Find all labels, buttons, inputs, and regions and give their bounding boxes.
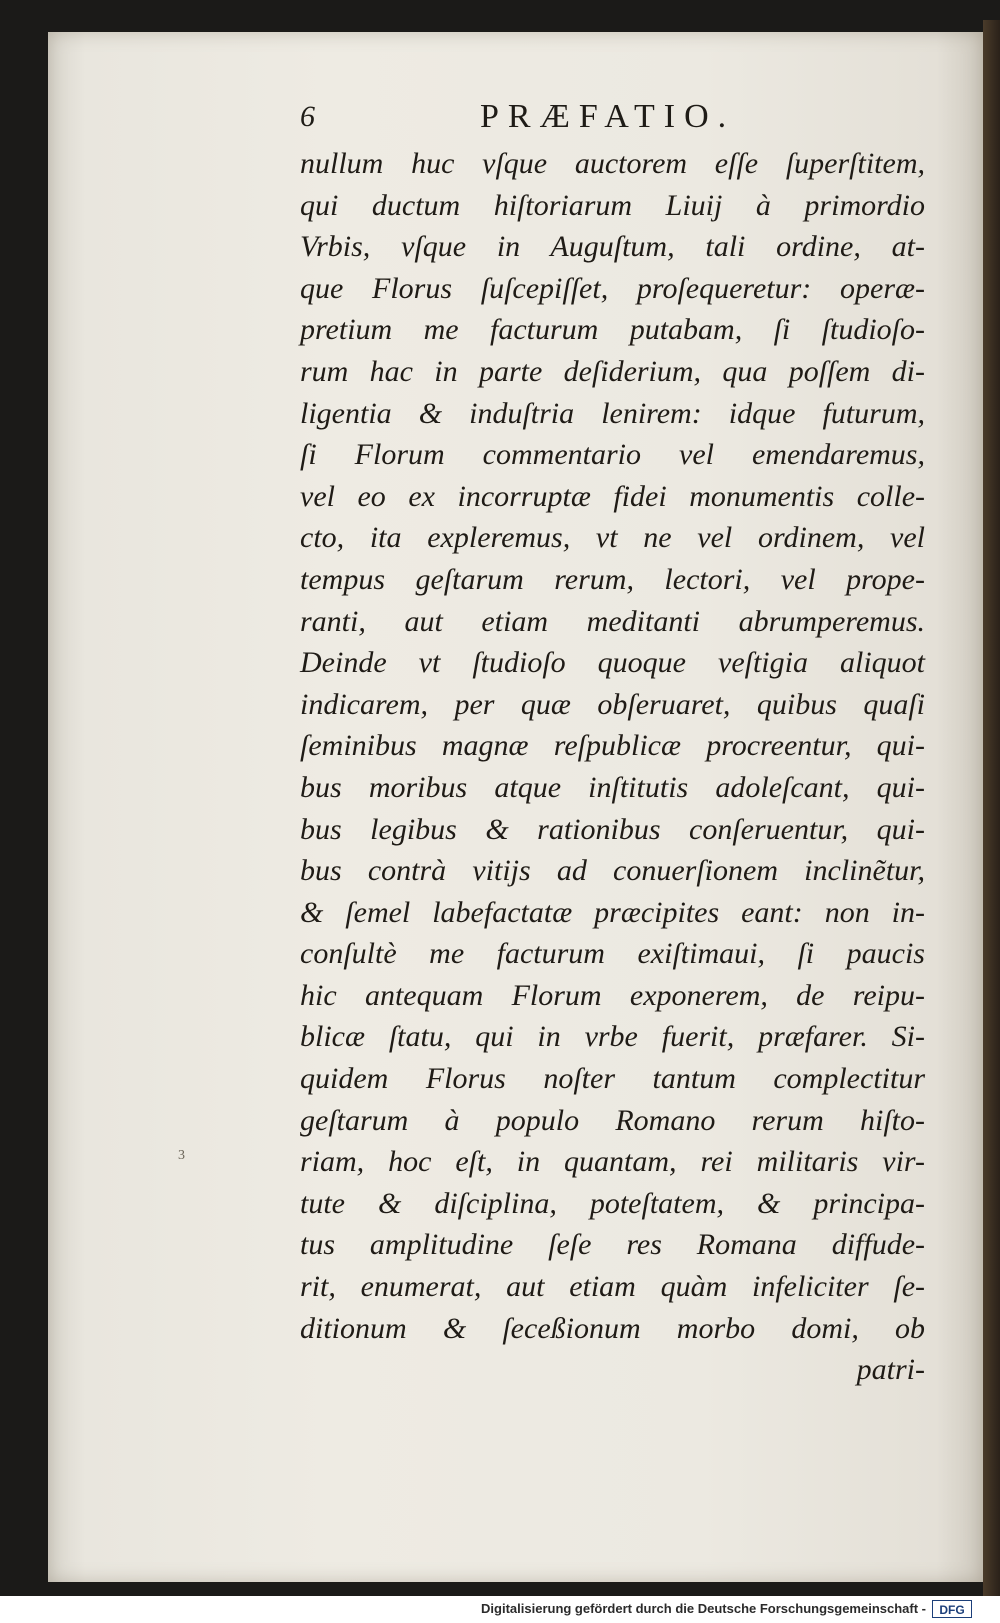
text-line: cto, ita expleremus, vt ne vel ordinem, vel (300, 521, 925, 555)
text-line: hic antequam Florum exponerem, de reipu- (300, 978, 925, 1012)
text-line: conſultè me facturum exiſtimaui, ſi paucis (300, 937, 925, 971)
text-line: vel eo ex incorruptæ fidei monumentis colle- (300, 479, 925, 513)
body-text (300, 143, 925, 1391)
page-title: PRÆFATIO. (480, 98, 736, 135)
text-line: bus legibus & rationibus conſeruentur, qui- (300, 812, 925, 846)
funding-credit: Digitalisierung gefördert durch die Deutsche Forschungsgemeinschaft - (481, 1601, 926, 1616)
text-line: bus contrà vitijs ad conuerſionem inclinẽtur, (300, 854, 925, 888)
running-head (300, 100, 950, 140)
text-line: rum hac in parte deſiderium, qua poſſem di- (300, 354, 925, 388)
text-line: Vrbis, vſque in Auguſtum, tali ordine, at- (300, 230, 925, 264)
text-line: riam, hoc eſt, in quantam, rei militaris vir- (300, 1145, 925, 1179)
text-line: bus moribus atque inſtitutis adoleſcant, qui- (300, 770, 925, 804)
text-line: que Florus ſuſcepiſſet, proſequeretur: operæ- (300, 271, 925, 305)
text-line: blicæ ſtatu, qui in vrbe fuerit, præfarer. Si- (300, 1020, 925, 1054)
text-line: tus amplitudine ſeſe res Romana diffude- (300, 1228, 925, 1262)
text-line: indicarem, per quæ obſeruaret, quibus quaſi (300, 687, 925, 721)
page-number: 6 (300, 100, 315, 133)
text-line: ligentia & induſtria lenirem: idque futurum, (300, 396, 925, 430)
text-line: Deinde vt ſtudioſo quoque veſtigia aliquot (300, 646, 925, 680)
text-line: ſeminibus magnæ reſpublicæ procreentur, qui- (300, 729, 925, 763)
text-line: pretium me facturum putabam, ſi ſtudioſo- (300, 313, 925, 347)
text-line: nullum huc vſque auctorem eſſe ſuperſtitem, (300, 147, 925, 180)
text-line: geſtarum à populo Romano rerum hiſto- (300, 1103, 925, 1137)
text-line: ranti, aut etiam meditanti abrumperemus. (300, 604, 925, 638)
text-line: ſi Florum commentario vel emendaremus, (300, 438, 925, 472)
margin-mark: 3 (178, 1148, 185, 1163)
text-line: & ſemel labefactatæ præcipites eant: non in- (300, 895, 925, 929)
text-line: qui ductum hiſtoriarum Liuij à primordio (300, 188, 925, 222)
digitization-footer (0, 1596, 1000, 1623)
book-binding-edge (983, 20, 1000, 1596)
text-line: rit, enumerat, aut etiam quàm infeliciter ſe- (300, 1270, 925, 1304)
text-line: quidem Florus noſter tantum complectitur (300, 1062, 925, 1096)
catchword: patri- (856, 1353, 925, 1387)
text-line: tempus geſtarum rerum, lectori, vel prope- (300, 562, 925, 596)
text-line: tute & diſciplina, poteſtatem, & principa- (300, 1186, 925, 1220)
dfg-logo: DFG (932, 1600, 972, 1618)
text-line: ditionum & ſeceßionum morbo domi, ob (300, 1311, 925, 1345)
